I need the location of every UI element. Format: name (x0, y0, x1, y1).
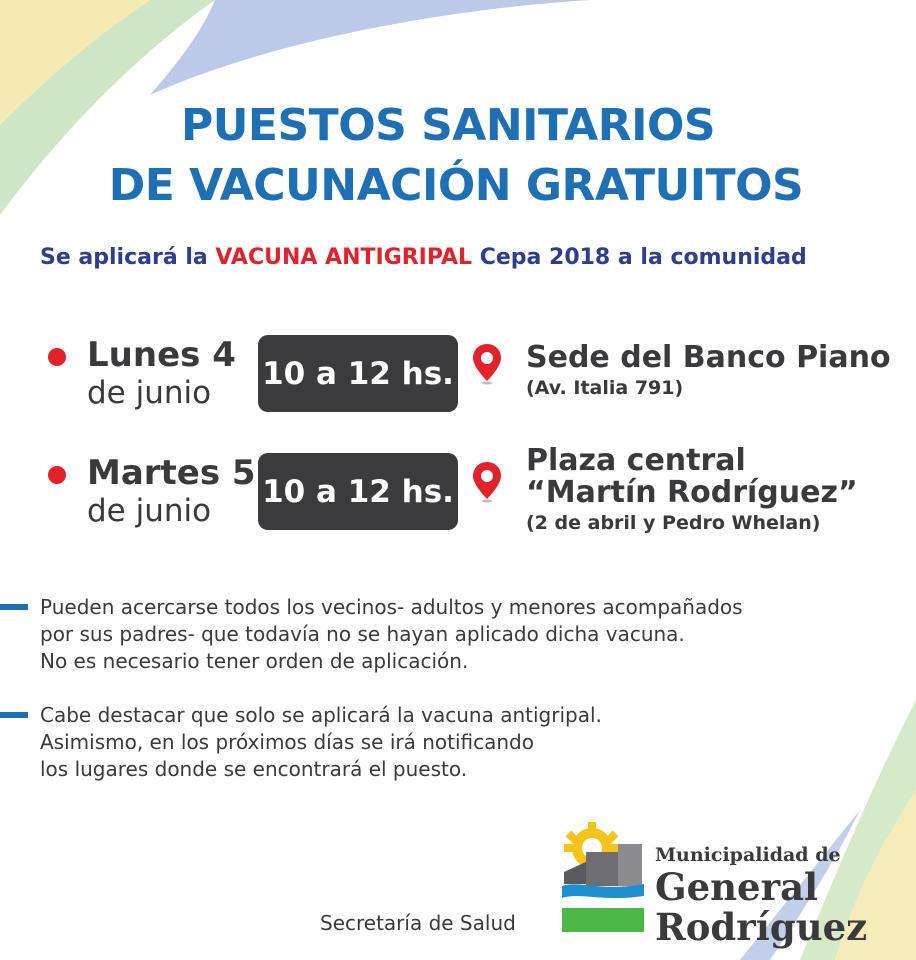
location-address: (2 de abril y Pedro Whelan) (526, 512, 821, 534)
main-title-line-1: PUESTOS SANITARIOS (180, 100, 716, 151)
note-line: Pueden acercarse todos los vecinos- adultos y menores acompañados (40, 595, 743, 619)
location-pin-icon (472, 343, 502, 385)
department-name: Secretaría de Salud (320, 911, 516, 935)
note-line: Asimismo, en los próximos días se irá notificando (40, 730, 534, 754)
schedule-month: de junio (87, 493, 212, 529)
subtitle-after: Cepa 2018 a la comunidad (472, 245, 807, 270)
subtitle-highlight: VACUNA ANTIGRIPAL (215, 245, 473, 270)
municipality-logo (560, 822, 646, 934)
brand-line-1: Municipalidad de (655, 844, 841, 866)
note-paragraph-1 (40, 594, 900, 675)
bullet-dot-icon (48, 348, 66, 366)
time-badge: 10 a 12 hs. (258, 453, 458, 530)
location (526, 445, 858, 537)
location-name-line-2: “Martín Rodríguez” (526, 475, 858, 510)
subtitle (40, 245, 900, 270)
schedule-month: de junio (87, 375, 212, 411)
note-paragraph-2 (40, 702, 900, 783)
location-name: Sede del Banco Piano (526, 340, 891, 375)
location-address: (Av. Italia 791) (526, 377, 684, 399)
schedule-day: Lunes 4 (87, 335, 236, 375)
schedule-day: Martes 5 (87, 453, 256, 493)
schedule-date (87, 454, 256, 530)
location (526, 342, 891, 402)
note-marker (0, 604, 28, 610)
note-line: los lugares donde se encontrará el puesto. (40, 757, 468, 781)
schedule-row-1 (0, 330, 916, 450)
note-marker (0, 712, 28, 718)
location-name-line-1: Plaza central (526, 443, 746, 478)
schedule-row-2 (0, 443, 916, 568)
bullet-dot-icon (48, 466, 66, 484)
municipality-name (655, 843, 867, 947)
note-line: Cabe destacar que solo se aplicará la vacuna antigripal. (40, 703, 602, 727)
brand-line-2: General (655, 865, 819, 909)
note-line: No es necesario tener orden de aplicación. (40, 649, 469, 673)
main-title-line-2: DE VACUNACIÓN GRATUITOS (108, 160, 804, 211)
location-pin-icon (472, 461, 502, 503)
brand-line-3: Rodríguez (655, 905, 868, 949)
subtitle-before: Se aplicará la (40, 245, 216, 270)
note-line: por sus padres- que todavía no se hayan aplicado dicha vacuna. (40, 622, 685, 646)
schedule-date (87, 336, 236, 412)
time-badge: 10 a 12 hs. (258, 335, 458, 412)
